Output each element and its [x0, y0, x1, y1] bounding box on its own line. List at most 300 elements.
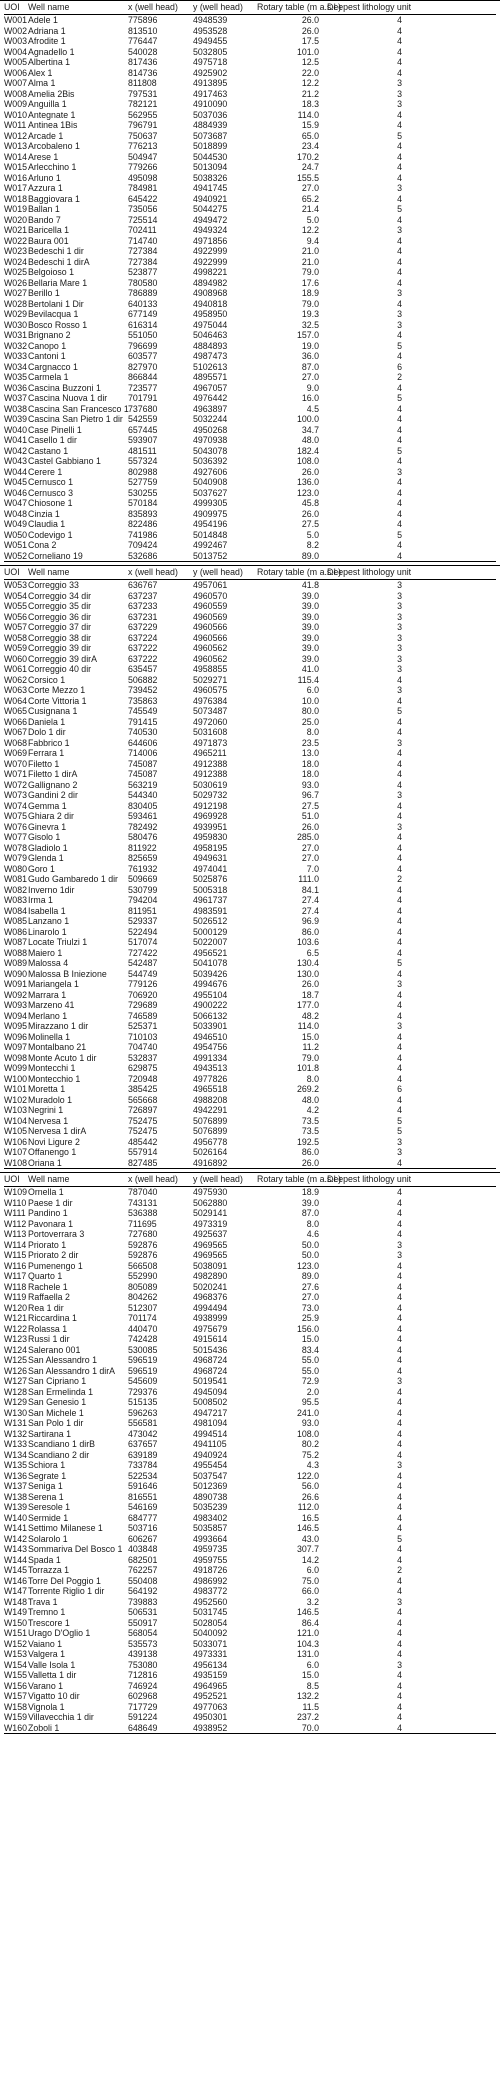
lithology-unit-cell: 4	[397, 172, 402, 183]
lithology-unit-cell: 4	[397, 1523, 402, 1533]
lithology-unit-cell: 3	[397, 466, 402, 477]
x-cell: 592876	[128, 1250, 158, 1260]
table-row	[4, 1670, 496, 1681]
lithology-unit-cell: 4	[397, 256, 402, 267]
col-lith-header: Deepest lithology unit	[327, 2, 412, 12]
x-cell: 640133	[128, 298, 158, 309]
y-cell: 4961737	[193, 895, 228, 905]
y-cell: 4982890	[193, 1271, 228, 1281]
rotary-table-cell: 241.0	[296, 1407, 319, 1418]
uoi-cell: W081	[4, 874, 27, 884]
y-cell: 4908968	[193, 288, 228, 298]
table-row	[4, 1324, 496, 1335]
lithology-unit-cell: 3	[397, 1250, 402, 1260]
rotary-table-cell: 27.4	[301, 905, 319, 916]
x-cell: 473042	[128, 1428, 158, 1439]
x-cell: 750637	[128, 130, 158, 141]
lithology-unit-cell: 3	[397, 790, 402, 800]
rotary-table-cell: 27.0	[301, 183, 319, 193]
well-name-cell: Ginevra 1	[28, 821, 67, 832]
col-uoi-header: UOI	[4, 567, 20, 577]
lithology-unit-cell: 3	[397, 979, 402, 989]
table-row	[4, 948, 496, 959]
rotary-table-cell: 86.0	[301, 926, 319, 937]
x-cell: 746924	[128, 1680, 158, 1691]
table-row	[4, 1021, 496, 1032]
y-cell: 4950301	[193, 1712, 228, 1722]
uoi-cell: W117	[4, 1271, 27, 1281]
well-name-cell: Gallignano 2	[28, 779, 78, 790]
uoi-cell: W003	[4, 36, 27, 46]
well-name-cell: Novi Ligure 2	[28, 1136, 80, 1147]
rotary-table-cell: 6.0	[306, 1565, 319, 1575]
table-row	[4, 1702, 496, 1713]
y-cell: 4977826	[193, 1073, 228, 1084]
y-cell: 5041078	[193, 958, 228, 968]
lithology-unit-cell: 4	[397, 947, 402, 958]
lithology-unit-cell: 5	[397, 1115, 402, 1126]
lithology-unit-cell: 5	[397, 706, 402, 716]
uoi-cell: W036	[4, 382, 27, 393]
table-row	[4, 916, 496, 927]
y-cell: 4963897	[193, 403, 228, 414]
y-cell: 5062880	[193, 1197, 228, 1208]
lithology-unit-cell: 3	[397, 99, 402, 109]
well-name-cell: Arluno 1	[28, 172, 61, 183]
uoi-cell: W057	[4, 622, 27, 632]
lithology-unit-cell: 3	[397, 1136, 402, 1147]
x-cell: 522534	[128, 1470, 158, 1481]
y-cell: 4941745	[193, 183, 228, 193]
x-cell: 536388	[128, 1208, 158, 1218]
lithology-unit-cell: 4	[397, 1481, 402, 1491]
lithology-unit-cell: 4	[397, 267, 402, 277]
well-name-cell: Cernusco 3	[28, 487, 73, 498]
y-cell: 4940818	[193, 298, 228, 309]
y-cell: 4947217	[193, 1407, 228, 1418]
x-cell: 822486	[128, 519, 158, 529]
table-row	[4, 131, 496, 142]
rotary-table-cell: 8.0	[306, 1218, 319, 1229]
y-cell: 4965518	[193, 1084, 228, 1094]
well-name-cell: Belgoioso 1	[28, 267, 74, 277]
well-name-cell: San Michele 1	[28, 1407, 84, 1418]
x-cell: 517074	[128, 937, 158, 947]
x-cell: 580476	[128, 832, 158, 842]
x-cell: 710103	[128, 1031, 158, 1042]
uoi-cell: W029	[4, 309, 27, 319]
lithology-unit-cell: 4	[397, 508, 402, 519]
rotary-table-cell: 93.0	[301, 1418, 319, 1428]
uoi-cell: W059	[4, 643, 27, 653]
table-row	[4, 759, 496, 770]
lithology-unit-cell: 4	[397, 1323, 402, 1334]
lithology-unit-cell: 5	[397, 1126, 402, 1136]
well-name-cell: Locate Triulzi 1	[28, 937, 88, 947]
x-cell: 591224	[128, 1712, 158, 1722]
x-cell: 637224	[128, 632, 158, 643]
table-row	[4, 853, 496, 864]
lithology-unit-cell: 3	[397, 1659, 402, 1670]
lithology-unit-cell: 4	[397, 487, 402, 498]
y-cell: 4940924	[193, 1449, 228, 1460]
rotary-table-cell: 26.0	[301, 979, 319, 989]
well-name-cell: Corte Vittoria 1	[28, 695, 87, 706]
uoi-cell: W042	[4, 445, 27, 456]
col-x-header: x (well head)	[128, 1174, 178, 1184]
x-cell: 439138	[128, 1649, 158, 1659]
y-cell: 5036392	[193, 456, 228, 466]
rotary-table-cell: 8.0	[306, 727, 319, 737]
y-cell: 5013094	[193, 162, 228, 172]
x-cell: 711695	[128, 1218, 157, 1229]
uoi-cell: W087	[4, 937, 27, 947]
rotary-table-cell: 103.6	[296, 937, 319, 947]
table-row	[4, 309, 496, 320]
table-row	[4, 1649, 496, 1660]
y-cell: 4943513	[193, 1063, 228, 1073]
table-part-2	[0, 565, 500, 1169]
uoi-cell: W052	[4, 550, 27, 561]
rotary-table-cell: 285.0	[296, 832, 319, 842]
rotary-table-cell: 96.7	[301, 790, 319, 800]
x-cell: 532686	[128, 550, 158, 561]
table-row	[4, 969, 496, 980]
x-cell: 762257	[128, 1565, 158, 1575]
well-name-cell: Solarolo 1	[28, 1533, 68, 1544]
well-name-cell: Nervesa 1	[28, 1115, 69, 1126]
lithology-unit-cell: 4	[397, 1197, 402, 1208]
col-name-header: Well name	[28, 2, 70, 12]
y-cell: 5032805	[193, 46, 228, 57]
table-row	[4, 874, 496, 885]
y-cell: 4960566	[193, 622, 228, 632]
lithology-unit-cell: 4	[397, 695, 402, 706]
uoi-cell: W131	[4, 1418, 27, 1428]
table-header	[4, 566, 496, 580]
lithology-unit-cell: 4	[397, 435, 402, 445]
uoi-cell: W147	[4, 1586, 27, 1596]
x-cell: 637229	[128, 622, 158, 632]
x-cell: 741986	[128, 529, 158, 540]
uoi-cell: W152	[4, 1638, 27, 1649]
lithology-unit-cell: 3	[397, 309, 402, 319]
uoi-cell: W098	[4, 1052, 27, 1063]
y-cell: 5076899	[193, 1126, 228, 1136]
y-cell: 4976442	[193, 393, 228, 403]
rotary-table-cell: 48.0	[301, 1094, 319, 1105]
x-cell: 742428	[128, 1334, 158, 1344]
table-row	[4, 1198, 496, 1209]
well-name-cell: Berillo 1	[28, 288, 60, 298]
rotary-table-cell: 19.0	[301, 340, 319, 351]
x-cell: 776447	[128, 36, 158, 46]
lithology-unit-cell: 4	[397, 674, 402, 685]
table-row	[4, 727, 496, 738]
uoi-cell: W157	[4, 1691, 27, 1701]
y-cell: 4954196	[193, 519, 228, 529]
lithology-unit-cell: 4	[397, 414, 402, 424]
lithology-unit-cell: 4	[397, 1491, 402, 1502]
lithology-unit-cell: 4	[397, 1302, 402, 1313]
x-cell: 530799	[128, 884, 158, 895]
x-cell: 485442	[128, 1136, 158, 1147]
table-row	[4, 643, 496, 654]
well-name-cell: Paese 1 dir	[28, 1197, 73, 1208]
uoi-cell: W014	[4, 151, 27, 162]
y-cell: 5022007	[193, 937, 228, 947]
lithology-unit-cell: 4	[397, 758, 402, 769]
table-row	[4, 717, 496, 728]
lithology-unit-cell: 4	[397, 1094, 402, 1105]
rotary-table-cell: 100.0	[296, 414, 319, 424]
lithology-unit-cell: 4	[397, 1512, 402, 1523]
table-row	[4, 990, 496, 1001]
y-cell: 5044530	[193, 151, 228, 162]
well-name-cell: Valle Isola 1	[28, 1659, 76, 1670]
table-row	[4, 26, 496, 37]
well-name-cell: Bellaria Mare 1	[28, 277, 88, 288]
table-row	[4, 790, 496, 801]
table-row	[4, 467, 496, 478]
y-cell: 4983402	[193, 1512, 228, 1523]
lithology-unit-cell: 5	[397, 958, 402, 968]
uoi-cell: W077	[4, 832, 27, 842]
rotary-table-cell: 25.9	[301, 1313, 319, 1323]
uoi-cell: W055	[4, 601, 27, 611]
x-cell: 566508	[128, 1260, 158, 1271]
table-row	[4, 1105, 496, 1116]
well-name-cell: Settimo Milanese 1	[28, 1523, 103, 1533]
x-cell: 811922	[128, 842, 157, 853]
well-name-cell: Portoverrara 3	[28, 1229, 85, 1239]
table-row	[4, 696, 496, 707]
lithology-unit-cell: 3	[397, 622, 402, 632]
lithology-unit-cell: 4	[397, 1000, 402, 1010]
table-row	[4, 393, 496, 404]
uoi-cell: W140	[4, 1512, 27, 1523]
lithology-unit-cell: 4	[397, 863, 402, 874]
rotary-table-cell: 9.0	[306, 382, 319, 393]
rotary-table-cell: 27.0	[301, 1292, 319, 1302]
uoi-cell: W060	[4, 653, 27, 664]
uoi-cell: W090	[4, 968, 27, 979]
table-row	[4, 204, 496, 215]
uoi-cell: W111	[4, 1208, 26, 1218]
lithology-unit-cell: 4	[397, 800, 402, 811]
table-row	[4, 654, 496, 665]
well-name-cell: Antinea 1Bis	[28, 120, 78, 130]
lithology-unit-cell: 4	[397, 162, 402, 172]
lithology-unit-cell: 3	[397, 319, 402, 330]
well-name-cell: Nervesa 1 dirA	[28, 1126, 87, 1136]
y-cell: 4971873	[193, 737, 228, 748]
x-cell: 709424	[128, 540, 158, 550]
y-cell: 4960570	[193, 590, 228, 601]
well-name-cell: Priorato 1	[28, 1239, 67, 1250]
table-header	[4, 1, 496, 15]
lithology-unit-cell: 3	[397, 1239, 402, 1250]
uoi-cell: W146	[4, 1575, 27, 1586]
rotary-table-cell: 114.0	[297, 109, 319, 120]
table-row	[4, 1345, 496, 1356]
table-row	[4, 141, 496, 152]
uoi-cell: W007	[4, 78, 27, 88]
y-cell: 5044275	[193, 204, 228, 214]
uoi-cell: W047	[4, 498, 27, 508]
table-row	[4, 706, 496, 717]
table-row	[4, 1158, 496, 1169]
x-cell: 593907	[128, 435, 158, 445]
x-cell: 712816	[128, 1670, 158, 1680]
rotary-table-cell: 6.5	[306, 947, 319, 958]
uoi-cell: W109	[4, 1187, 27, 1197]
table-row	[4, 509, 496, 520]
x-cell: 523877	[128, 267, 158, 277]
uoi-cell: W102	[4, 1094, 27, 1105]
col-lith-header: Deepest lithology unit	[327, 1174, 412, 1184]
y-cell: 4938999	[193, 1313, 228, 1323]
rotary-table-cell: 307.7	[296, 1544, 319, 1554]
rotary-table-cell: 27.0	[301, 842, 319, 853]
x-cell: 568054	[128, 1628, 158, 1638]
uoi-cell: W024	[4, 256, 27, 267]
x-cell: 596519	[128, 1365, 158, 1376]
table-row	[4, 811, 496, 822]
rotary-table-cell: 65.2	[301, 193, 319, 204]
rotary-table-cell: 111.0	[298, 874, 319, 884]
y-cell: 5025876	[193, 874, 228, 884]
rotary-table-cell: 25.0	[301, 716, 319, 727]
well-name-cell: Correggio 39 dirA	[28, 653, 97, 664]
table-row	[4, 1481, 496, 1492]
x-cell: 727422	[128, 947, 158, 958]
x-cell: 557324	[128, 456, 158, 466]
table-row	[4, 1450, 496, 1461]
x-cell: 786889	[128, 288, 158, 298]
table-row	[4, 1460, 496, 1471]
lithology-unit-cell: 4	[397, 1334, 402, 1344]
y-cell: 4948539	[193, 15, 228, 25]
x-cell: 794204	[128, 895, 158, 905]
table-row	[4, 1660, 496, 1671]
well-name-cell: Raffaella 2	[28, 1292, 70, 1302]
uoi-cell: W016	[4, 172, 27, 183]
well-name-cell: Castano 1	[28, 445, 69, 456]
lithology-unit-cell: 4	[397, 989, 402, 1000]
uoi-cell: W010	[4, 109, 27, 120]
y-cell: 4953528	[193, 25, 228, 36]
uoi-cell: W143	[4, 1544, 27, 1554]
rotary-table-cell: 26.0	[301, 466, 319, 477]
y-cell: 5046463	[193, 330, 228, 340]
table-row	[4, 801, 496, 812]
well-name-cell: Salerano 001	[28, 1344, 81, 1355]
uoi-cell: W048	[4, 508, 27, 519]
rotary-table-cell: 108.0	[296, 456, 319, 466]
y-cell: 4925637	[193, 1229, 228, 1239]
uoi-cell: W078	[4, 842, 27, 853]
uoi-cell: W004	[4, 46, 27, 57]
x-cell: 743131	[128, 1197, 158, 1208]
uoi-cell: W073	[4, 790, 27, 800]
table-row	[4, 1147, 496, 1158]
table-row	[4, 1126, 496, 1137]
y-cell: 4952560	[193, 1596, 228, 1607]
table-row	[4, 267, 496, 278]
rotary-table-cell: 80.2	[301, 1439, 319, 1449]
x-cell: 739883	[128, 1596, 158, 1607]
well-name-cell: Valletta 1 dir	[28, 1670, 77, 1680]
lithology-unit-cell: 4	[397, 1313, 402, 1323]
table-row	[4, 530, 496, 541]
y-cell: 4952521	[193, 1691, 228, 1701]
col-uoi-header: UOI	[4, 1174, 20, 1184]
x-cell: 706920	[128, 989, 158, 1000]
uoi-cell: W118	[4, 1281, 27, 1292]
x-cell: 802988	[128, 466, 158, 477]
rotary-table-cell: 11.2	[302, 1042, 319, 1052]
lithology-unit-cell: 4	[397, 151, 402, 162]
lithology-unit-cell: 4	[397, 57, 402, 67]
y-cell: 4941105	[193, 1439, 227, 1449]
x-cell: 637222	[128, 653, 158, 664]
well-name-cell: Negrini 1	[28, 1105, 64, 1115]
y-cell: 4969565	[193, 1239, 228, 1250]
y-cell: 4912198	[193, 800, 228, 811]
table-row	[4, 1042, 496, 1053]
well-name-cell: San Alessandro 1 dirA	[28, 1365, 116, 1376]
rotary-table-cell: 39.0	[301, 590, 319, 601]
well-name-cell: Adriana 1	[28, 25, 66, 36]
y-cell: 5073687	[193, 130, 228, 141]
x-cell: 737680	[128, 403, 158, 414]
rotary-table-cell: 79.0	[301, 1052, 319, 1063]
x-cell: 546169	[128, 1502, 158, 1512]
table-row	[4, 1250, 496, 1261]
y-cell: 4965211	[193, 748, 227, 758]
well-name-cell: Filetto 1 dirA	[28, 769, 78, 779]
rotary-table-cell: 36.0	[301, 351, 319, 361]
y-cell: 4987473	[193, 351, 228, 361]
uoi-cell: W006	[4, 67, 27, 78]
uoi-cell: W065	[4, 706, 27, 716]
lithology-unit-cell: 3	[397, 643, 402, 653]
x-cell: 811808	[128, 78, 157, 88]
lithology-unit-cell: 4	[397, 1575, 402, 1586]
table-row	[4, 278, 496, 289]
table-row	[4, 89, 496, 100]
lithology-unit-cell: 5	[397, 340, 402, 351]
lithology-unit-cell: 4	[397, 1470, 402, 1481]
well-name-cell: Pumenengo 1	[28, 1260, 83, 1271]
x-cell: 677149	[128, 309, 158, 319]
uoi-cell: W064	[4, 695, 27, 706]
uoi-cell: W123	[4, 1334, 27, 1344]
well-name-cell: Goro 1	[28, 863, 55, 874]
x-cell: 814736	[128, 67, 158, 78]
table-row	[4, 1137, 496, 1148]
uoi-cell: W056	[4, 611, 27, 622]
rotary-table-cell: 27.0	[301, 372, 319, 382]
y-cell: 4949631	[193, 853, 228, 863]
rotary-table-cell: 26.0	[301, 1157, 319, 1168]
rotary-table-cell: 72.9	[301, 1376, 319, 1386]
rotary-table-cell: 89.0	[301, 550, 319, 561]
uoi-cell: W158	[4, 1701, 27, 1712]
rotary-table-cell: 93.0	[301, 779, 319, 790]
lithology-unit-cell: 4	[397, 1292, 402, 1302]
